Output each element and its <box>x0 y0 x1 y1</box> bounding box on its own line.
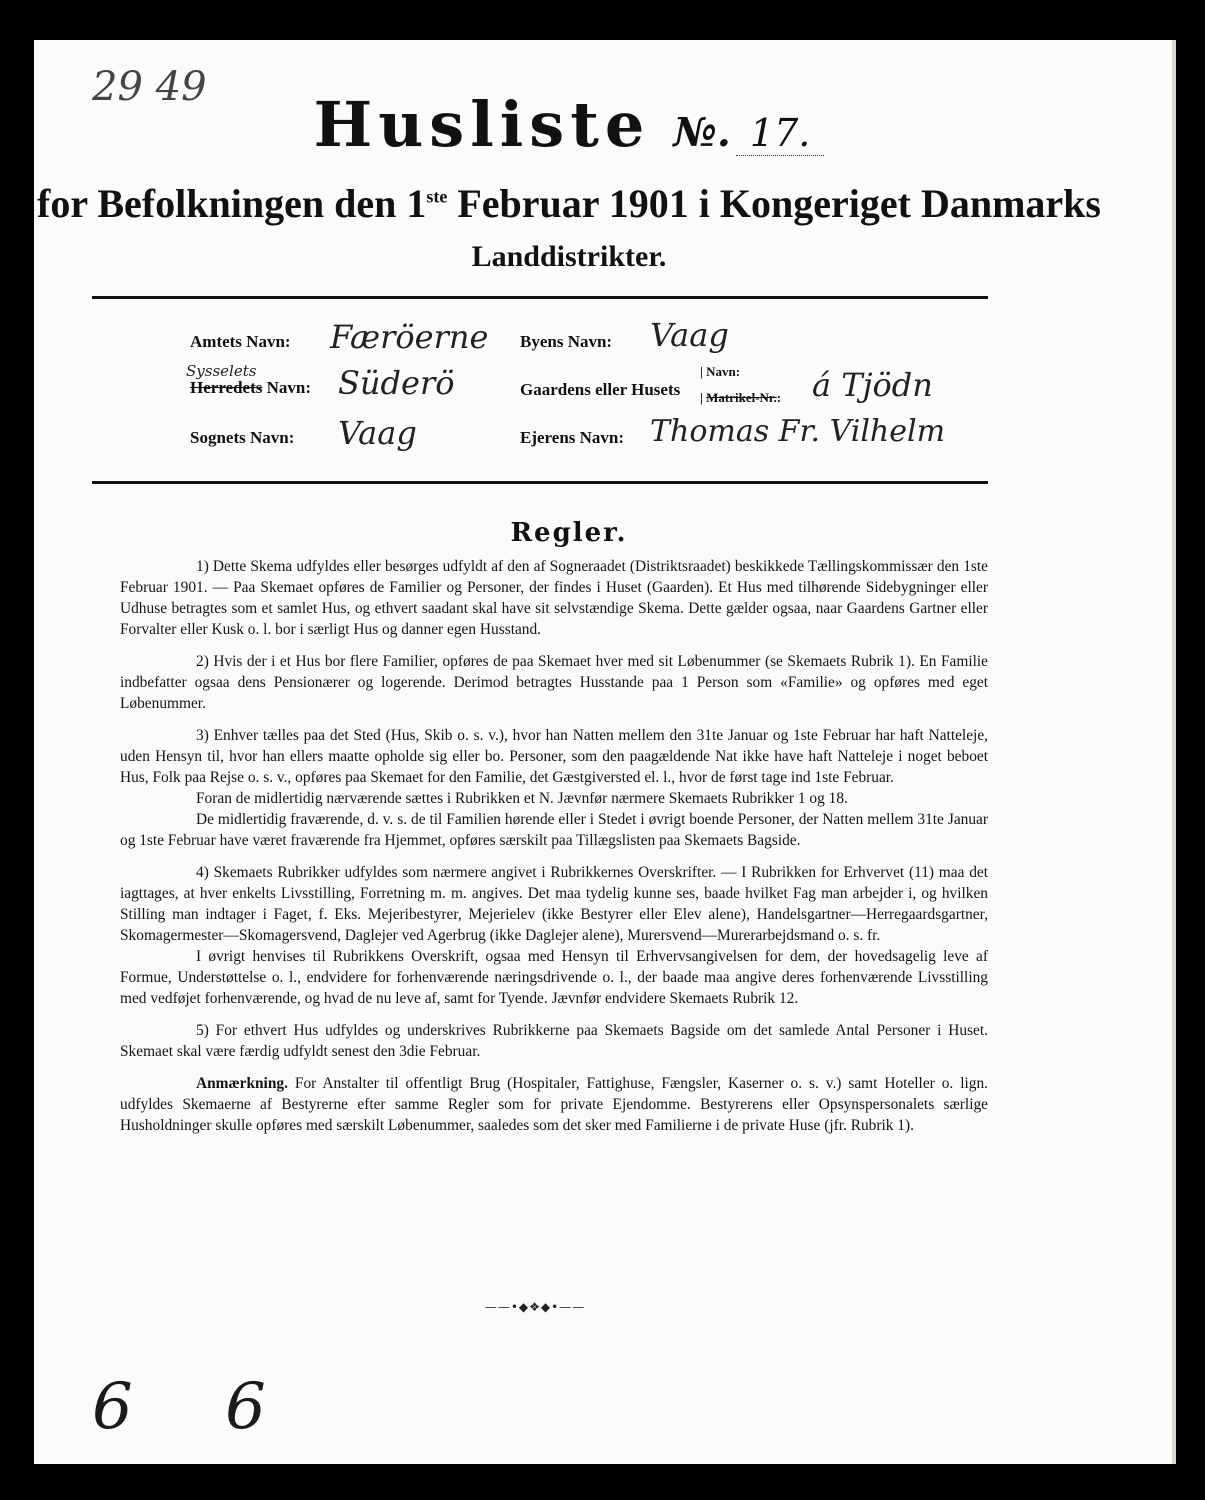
rule-2: 2) Hvis der i et Hus bor flere Familier, opføres de paa Skemaet hver med sit Løbenummer (se Skemaets Rubrik 1). En Familie indbefatter ogsaa dens Pensionærer og logerende. Derimod betragtes Husstande paa 1 Person som «Familie» og opføres med eget Løbenummer. <box>120 653 988 712</box>
sogn-value: Vaag <box>338 414 417 452</box>
rule-1: 1) Dette Skema udfyldes eller besørges udfyldt af den af Sogneraadet (Distriktsraadet) beskikkede Tællingskommissær den 1ste Februar 1901. — Paa Skemaet opføres de Familier og Personer, der findes i Huset (Gaarden). Et Hus med tilhørende Sidebygninger eller Udhuse betragtes som et samlet Hus, og ethvert saadant skal have sit selvstændige Skema. Dette gælder ogsaa, naar Gaardens Gartner eller Forvalter eller Kusk o. l. bor i særligt Hus og danner egen Husstand. <box>120 558 988 638</box>
sogn-label: Sognets Navn: <box>190 428 295 447</box>
rule-3: 3) Enhver tælles paa det Sted (Hus, Skib o. s. v.), hvor han Natten mellem den 31te Januar og 1ste Februar har haft Natteleje, uden Hensyn til, hvor han ellers maatte opholde sig eller bo. Personer, som den paagældende Nat ikke have haft Natteleje i noget beboet Hus, Folk paa Rejse o. s. v., opføres paa Skemaet for den Familie, det Gæstgiversted el. l., hvor de først tage ind 1ste Februar. <box>120 727 988 786</box>
ejer-value: Thomas Fr. Vilhelm <box>650 414 946 449</box>
rule-4: 4) Skemaets Rubrikker udfyldes som nærmere angivet i Rubrikkernes Overskrifter. — I Rubrikken for Erhvervet (11) maa det iagttages, at hver enkelts Livsstilling, Forretning m. m. angives. Det maa tydelig kunne ses, baade hvilket Fag man arbejder i, og hvilken Stilling man indtager i Faget, f. Eks. Mejeribestyrer, Mejerielev (ikke Bestyrer eller Elev alene), Handelsgartner—Herregaardsgartner, Skomagermester—Skomagersvend, Daglejer ved Agerbrug (ikke Daglejer alene), Murersvend—Murerarbejdsmand o. s. fr. <box>120 864 988 944</box>
ornament-divider: ——•◆❖◆•—— <box>484 1300 586 1314</box>
title-number-label: №. <box>673 109 731 156</box>
herred-value: Süderö <box>338 364 455 402</box>
note-label: Anmærkning. <box>196 1075 288 1092</box>
by-label: Byens Navn: <box>520 332 613 351</box>
herred-label-rest: Navn: <box>262 378 312 397</box>
note-text: For Anstalter til offentligt Brug (Hospitaler, Fattighuse, Fængsler, Kaserner o. s. v.) samt Hoteller o. lign. udfyldes Skemaerne af Bestyrerne efter samme Regler som for private Ejendomme. Bestyrerens eller Opsynspersonalets særlige Husholdninger skulle opføres med særskilt Løbenummer, saaledes som det sker med Familierne i de private Huse (jfr. Rubrik 1). <box>120 1075 988 1134</box>
by-value: Vaag <box>650 316 729 354</box>
district-heading: Landdistrikter. <box>471 240 667 273</box>
rule-3-cont-2: De midlertidig fraværende, d. v. s. de til Familien hørende eller i Stedet i øvrigt boende Personer, der Natten mellem 31te Januar og 1ste Februar have været fraværende fra Hjemmet, opføres særskilt paa Tillægslisten paa Skemaets Bagside. <box>120 811 988 849</box>
gaard-label: Gaardens eller Husets <box>520 380 681 399</box>
rule-5: 5) For ethvert Hus udfyldes og underskrives Rubrikkerne paa Skemaets Bagside om det samlede Antal Personer i Huset. Skemaet skal være færdig udfyldt senest den 3die Februar. <box>120 1022 988 1060</box>
gaard-value: á Tjödn <box>812 366 933 404</box>
amt-label: Amtets Navn: <box>190 332 291 351</box>
note <box>120 1073 988 1136</box>
herred-handwritten-label: Sysselets <box>186 362 257 380</box>
bottom-handwritten-number: 6 6 <box>92 1370 302 1444</box>
page-edge <box>1172 40 1176 1464</box>
title-husliste: Husliste <box>313 88 651 161</box>
ejer-label: Ejerens Navn: <box>520 428 625 447</box>
title-number-value: 17. <box>736 111 824 156</box>
rules-heading: Regler. <box>510 518 628 548</box>
gaard-matrikel-label: | Matrikel-Nr.: <box>700 390 782 405</box>
form-title <box>0 88 1138 161</box>
amt-value: Færöerne <box>330 318 489 356</box>
middle-divider <box>92 481 988 484</box>
form-subtitle <box>0 180 1138 227</box>
rules-body <box>120 556 988 1147</box>
rule-3-cont-1: Foran de midlertidig nærværende sættes i Rubrikken et N. Jævnfør nærmere Skemaets Rubrikker 1 og 18. <box>196 790 848 807</box>
gaard-navn-label: | Navn: <box>700 364 741 379</box>
herred-label-struck: Herredets <box>190 378 263 397</box>
rule-4-cont: I øvrigt henvises til Rubrikkens Overskrift, ogsaa med Hensyn til Erhvervsangivelsen for dem, der hovedsagelig leve af Formue, Understøttelse o. l., endvidere for forhenværende næringsdrivende o. l., der baade maa angive deres forhenværende Livsstilling med vedføjet forhenværende, og hvad de nu leve af, samt for Tyende. Jævnfør endvidere Skemaets Rubrik 12. <box>120 948 988 1007</box>
top-divider <box>92 296 988 299</box>
ornament-glyphs: •◆❖◆• <box>510 1300 560 1314</box>
corner-handwritten-number: 29 49 <box>92 64 207 110</box>
subtitle-text-rest: Februar 1901 i Kongeriget Danmarks <box>447 181 1101 226</box>
subtitle-sup: ste <box>426 186 448 207</box>
subtitle-text: for Befolkningen den 1 <box>37 181 427 226</box>
herred-label <box>190 378 311 398</box>
